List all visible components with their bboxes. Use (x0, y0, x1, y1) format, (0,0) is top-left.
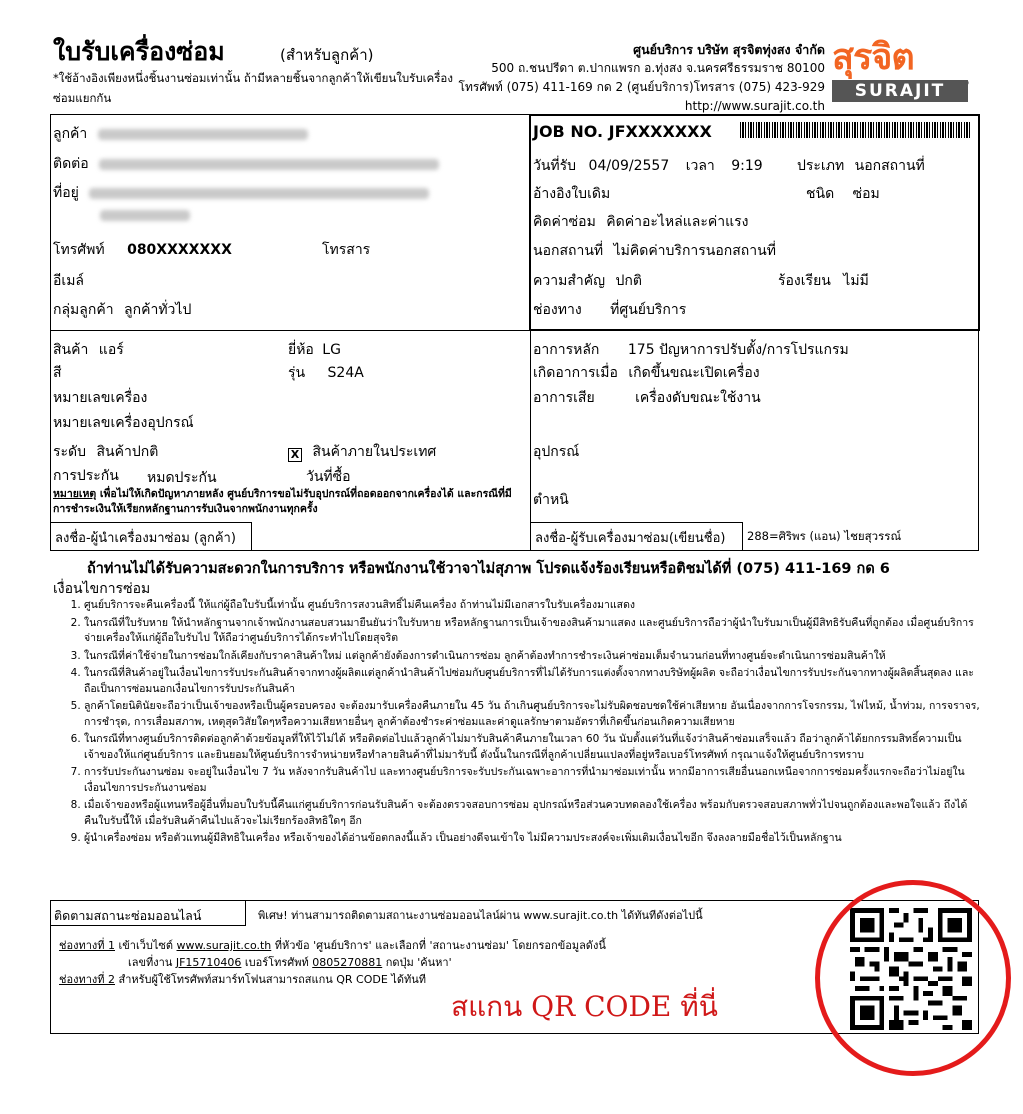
receiver-signature-box: ลงชื่อ-ผู้รับเครื่องมาซ่อม(เขียนชื่อ) (530, 522, 743, 551)
barcode-icon (740, 122, 972, 138)
condition-item: 1. ศูนย์บริการจะคืนเครื่องนี้ ให้แก่ผู้ถือใบรับนี้เท่านั้น ศูนย์บริการสงวนสิทธิ์ไม่คืนเครื่อง ถ้าท่านไม่มีเอกสารใบรับเครื่องมาแสดง (84, 598, 980, 614)
purchase-date-label: วันที่ซื้อ (306, 469, 351, 485)
main-symptom-label: อาการหลัก (533, 342, 600, 358)
page-title: ใบรับเครื่องซ่อม (53, 37, 225, 66)
conditions-title: เงื่อนไขการซ่อม (53, 581, 151, 597)
redacted-contact (99, 159, 439, 170)
type-row (797, 155, 925, 177)
channel-2-row (59, 970, 426, 988)
warranty-value: หมดประกัน (147, 470, 217, 486)
channel-1-text-a: เข้าเว็บไซต์ (118, 939, 174, 952)
brand-row (288, 339, 341, 361)
kind-row (806, 183, 880, 205)
redacted-address-line-1 (89, 188, 429, 199)
customer-contact-row (53, 153, 439, 175)
tracking-phone-number: 0805270881 (312, 956, 383, 969)
fault-label: อาการเสีย (533, 390, 595, 406)
domestic-label: สินค้าภายในประเทศ (312, 444, 437, 460)
customer-contact-label: ติดต่อ (53, 156, 89, 172)
channel-value: ที่ศูนย์บริการ (610, 302, 687, 318)
customer-address-label: ที่อยู่ (53, 185, 79, 201)
occur-value: เกิดขึ้นขณะเปิดเครื่อง (628, 365, 760, 381)
domestic-checkbox: X (288, 448, 302, 462)
condition-item: 9. ผู้นำเครื่องซ่อม หรือตัวแทนผู้มีสิทธิในเครื่อง หรือเจ้าของได้อ่านข้อตกลงนี้แล้ว เป็นอย่างดีจนเข้าใจ ไม่มีความประสงค์จะเพิ่มเติมเงื่อนไขอีก จึงลงลายมือชื่อไว้เป็นหลักฐาน (84, 831, 980, 847)
channel-1-detail (128, 953, 452, 971)
channel-1-text-b: ที่หัวข้อ 'ศูนย์บริการ' และเลือกที่ 'สถานะงานซ่อม' โดยกรอกข้อมูลดังนี้ (274, 939, 606, 952)
received-label: วันที่รับ (533, 158, 577, 174)
level-label: ระดับ (53, 444, 87, 460)
fault-value: เครื่องดับขณะใช้งาน (635, 390, 761, 406)
scan-qr-text: สแกน QR CODE ที่นี่ (451, 990, 718, 1023)
serial-label: หมายเลขเครื่อง (53, 390, 148, 406)
company-name: ศูนย์บริการ บริษัท สุรจิตทุ่งสง จำกัด (633, 42, 825, 57)
channel-label: ช่องทาง (533, 302, 582, 318)
receiver-name: 288=ศิริพร (แอน) ไชยสุวรรณ์ (747, 529, 902, 543)
charge-label: คิดค่าซ่อม (533, 214, 596, 230)
logo-thai-text: สุรจิต (832, 37, 914, 78)
time-label: เวลา (685, 158, 715, 174)
redacted-customer-name (98, 129, 308, 140)
onsite-row (533, 240, 776, 262)
remark-head: หมายเหตุ (53, 488, 97, 500)
main-symptom-value: 175 ปัญหาการปรับตั้ง/การโปรแกรม (627, 342, 849, 358)
onsite-label: นอกสถานที่ (533, 243, 604, 259)
tracking-job-label: เลขที่งาน (128, 956, 173, 969)
tracking-note: พิเศษ! ท่านสามารถติดตามสถานะงานซ่อมออนไลน์ผ่าน www.surajit.co.th ได้ทันทีดังต่อไปนี้ (258, 909, 703, 922)
customer-group-label: กลุ่มลูกค้า (53, 302, 114, 318)
remark-body: เพื่อไม่ให้เกิดปัญหาภายหลัง ศูนย์บริการขอไม่รับอุปกรณ์ที่ถอดออกจากเครื่องได้ และกรณีที่มีการชำระเงินให้เรียกหลักฐานการรับเงินจากพนักงานทุกครั้ง (53, 488, 512, 515)
brand-label: ยี่ห้อ (288, 342, 314, 358)
job-number: JOB NO. JFXXXXXXX (533, 122, 712, 141)
tracking-phone-label: เบอร์โทรศัพท์ (244, 956, 309, 969)
priority-value: ปกติ (615, 273, 642, 289)
kind-value: ซ่อม (852, 186, 880, 202)
remark (53, 487, 523, 517)
customer-email-label: อีเมล์ (53, 273, 85, 289)
customer-address-line-2 (94, 205, 190, 224)
complain-label: ร้องเรียน (778, 273, 831, 289)
customer-phone-row (53, 239, 232, 261)
fault-row (533, 387, 761, 409)
accessory-label: อุปกรณ์ (533, 444, 580, 460)
complain-row (778, 270, 869, 292)
customer-fax-label: โทรสาร (322, 242, 371, 258)
charge-value: คิดค่าอะไหล่และค่าแรง (606, 214, 749, 230)
charge-row (533, 211, 748, 233)
channel-1-row (59, 936, 606, 954)
model-label: รุ่น (288, 365, 306, 381)
customer-phone-label: โทรศัพท์ (53, 242, 105, 258)
channel-row (533, 299, 686, 321)
condition-item: 7. การรับประกันงานซ่อม จะอยู่ในเงื่อนไข 7 วัน หลังจากรับสินค้าไป และทางศูนย์บริการจะรับประกันเฉพาะอาการที่นำมาซ่อมเท่านั้น หากมีอาการเสียอื่นนอกเหนือจากการซ่อมครั้งแรกจะถือว่าไม่อยู่ในเงื่อนไขการประกันงานซ่อม (84, 765, 980, 796)
level-row (53, 441, 158, 463)
priority-label: ความสำคัญ (533, 273, 606, 289)
received-row (533, 155, 763, 177)
tracking-job-number: JF15710406 (175, 956, 242, 969)
model-value: S24A (327, 365, 364, 381)
qr-highlight-circle (815, 880, 1011, 1076)
received-date: 04/09/2557 (588, 158, 670, 174)
type-value: นอกสถานที่ (854, 158, 925, 174)
condition-item: 4. ในกรณีที่สินค้าอยู่ในเงื่อนไขการรับประกันสินค้าจากทางผู้ผลิตแต่ลูกค้านำสินค้าไปซ่อมกับศูนย์บริการที่ไม่ได้รับการแต่งตั้งจากทางบริษัทผู้ผลิต จะถือว่าเงื่อนไขการรับประกันจากทางผู้ผลิตสิ้นสุดลง และถือเป็นการซ่อมนอกเงื่อนไขการรับประกันสินค้า (84, 666, 980, 697)
warranty-label: การประกัน (53, 468, 119, 484)
device-serial-label: หมายเลขเครื่องอุปกรณ์ (53, 415, 194, 431)
tracking-search-hint: กดปุ่ม 'ค้นหา' (385, 956, 452, 969)
defect-label: ตำหนิ (533, 492, 569, 508)
channel-2-label: ช่องทางที่ 2 (59, 973, 115, 986)
condition-item: 5. ลูกค้าโดยนิตินัยจะถือว่าเป็นเจ้าของหรือเป็นผู้ครอบครอง จะต้องมารับเครื่องคืนภายใน 45 วัน ถ้าเกินศูนย์บริการจะไม่รับผิดชอบชดใช้ค่าเสียหาย อันเนื่องจากการโจรกรรม, ไฟไหม้, น้ำท่วม, การจราจร, การชำรุด, การเสื่อมสภาพ, เหตุสุดวิสัยใดๆหรือความเสียหายอื่นๆ ลูกค้าต้องชำระค่าซ่อมและค่าดูแลรักษาตามอัตราที่เกิดขึ้นก่อนเกิดความเสียหาย (84, 699, 980, 730)
model-row (288, 362, 364, 384)
customer-address-row (53, 182, 429, 204)
customer-name-row (53, 123, 308, 145)
tracking-label: ติดตามสถานะซ่อมออนไลน์ (50, 900, 246, 926)
condition-item: 2. ในกรณีที่ใบรับหาย ให้นำหลักฐานจากเจ้าพนักงานสอบสวนมายืนยันว่าใบรับหาย หรือหลักฐานการเป็นเจ้าของสินค้ามาแสดง และศูนย์บริการถือว่าผู้นำใบรับมาเป็นผู้มีสิทธิรับคืนที่ถูกต้อง เมื่อศูนย์บริการจ่ายเครื่องให้แก่ผู้ถือใบรับไป ให้ถือว่าศูนย์บริการได้กระทำไปโดยสุจริต (84, 616, 980, 647)
occur-row (533, 362, 760, 384)
customer-group-row (53, 299, 191, 321)
product-value: แอร์ (98, 342, 124, 358)
channel-1-label: ช่องทางที่ 1 (59, 939, 115, 952)
condition-item: 3. ในกรณีที่ค่าใช้จ่ายในการซ่อมใกล้เคียงกับราคาสินค้าใหม่ แต่ลูกค้ายังต้องการดำเนินการซ่อม ลูกค้าต้องทำการชำระเงินค่าซ่อมเต็มจำนวนก่อนที่ทางศูนย์จะดำเนินการซ่อมสินค้าให้ (84, 649, 980, 665)
company-info (459, 40, 825, 116)
customer-name-label: ลูกค้า (53, 126, 88, 142)
kind-label: ชนิด (806, 186, 835, 202)
main-symptom-row (533, 339, 849, 361)
customer-phone-value: 080XXXXXXX (127, 242, 232, 258)
logo-suffix: CO TH (960, 80, 969, 95)
condition-item: 8. เมื่อเจ้าของหรือผู้แทนหรือผู้อื่นที่มอบใบรับนี้คืนแก่ศูนย์บริการก่อนรับสินค้า จะต้องตรวจสอบการซ่อม อุปกรณ์หรือส่วนควบทดลองใช้เครื่อง พร้อมกับตรวจสอบสภาพทั่วไปจนถูกต้องและพอใจแล้ว ถึงได้คืนใบรับนี้ให้ เมื่อรับสินค้าคืนไปแล้วจะไม่เรียกร้องสิทธิใดๆ อีก (84, 798, 980, 829)
company-address: 500 ถ.ชนปรีดา ต.ปากแพรก อ.ทุ่งสง จ.นครศรีธรรมราช 80100 (491, 61, 825, 75)
domestic-row (288, 441, 436, 463)
complaint-line: ถ้าท่านไม่ได้รับความสะดวกในการบริการ หรือพนักงานใช้วาจาไม่สุภาพ โปรดแจ้งร้องเรียนหรือติชมได้ที่ (075) 411-169 กด 6 (87, 561, 890, 577)
reference-label: อ้างอิงใบเดิม (533, 186, 611, 202)
condition-item: 6. ในกรณีที่ทางศูนย์บริการติดต่อลูกค้าด้วยข้อมูลที่ให้ไว้ไม่ได้ หรือติดต่อไปแล้วลูกค้าไม่มารับสินค้าคืนภายในเวลา 60 วัน นับตั้งแต่วันที่แจ้งว่าสินค้าซ่อมเสร็จแล้ว ถือว่าลูกค้าได้ยกกรรมสิทธิ์ความเป็นเจ้าของให้แก่ศูนย์บริการ และยินยอมให้ศูนย์บริการจำหน่ายหรือทำลายสินค้าที่ไม่มารับนี้ ดังนั้นในกรณีที่ลูกค้าเปลี่ยนแปลงที่อยู่หรือเบอร์โทรศัพท์ กรุณาแจ้งให้ศูนย์บริการทราบ (84, 732, 980, 763)
time-value: 9:19 (731, 158, 763, 174)
logo-english-text: SURAJIT (832, 80, 968, 102)
customer-signature-box: ลงชื่อ-ผู้นำเครื่องมาซ่อม (ลูกค้า) (50, 522, 252, 551)
page-subtitle: (สำหรับลูกค้า) (280, 46, 374, 64)
company-phone: โทรศัพท์ (075) 411-169 กด 2 (ศูนย์บริการ)โทรสาร (075) 423-929 (458, 80, 825, 94)
website-link[interactable]: www.surajit.co.th (176, 939, 272, 952)
type-label: ประเภท (797, 158, 845, 174)
priority-row (533, 270, 642, 292)
channel-2-text: สำหรับผู้ใช้โทรศัพท์สมาร์ทโฟนสามารถสแกน QR CODE ได้ทันที (118, 973, 427, 986)
redacted-address-line-2 (100, 210, 190, 221)
color-label: สี (53, 365, 62, 381)
customer-group-value: ลูกค้าทั่วไป (124, 302, 192, 318)
occur-label: เกิดอาการเมื่อ (533, 365, 618, 381)
conditions-list (56, 598, 980, 849)
header-note: *ใช้อ้างอิงเพียงหนึ่งชิ้นงานซ่อมเท่านั้น ถ้ามีหลายชิ้นจากลูกค้าให้เขียนใบรับเครื่องซ่อมแยกกัน (53, 71, 453, 105)
onsite-value: ไม่คิดค่าบริการนอกสถานที่ (613, 243, 776, 259)
product-row (53, 339, 124, 361)
company-website: http://www.surajit.co.th (684, 99, 825, 113)
complain-value: ไม่มี (843, 273, 869, 289)
product-label: สินค้า (53, 342, 89, 358)
brand-value: LG (322, 342, 341, 358)
company-logo (832, 38, 974, 104)
level-value: สินค้าปกติ (96, 444, 159, 460)
